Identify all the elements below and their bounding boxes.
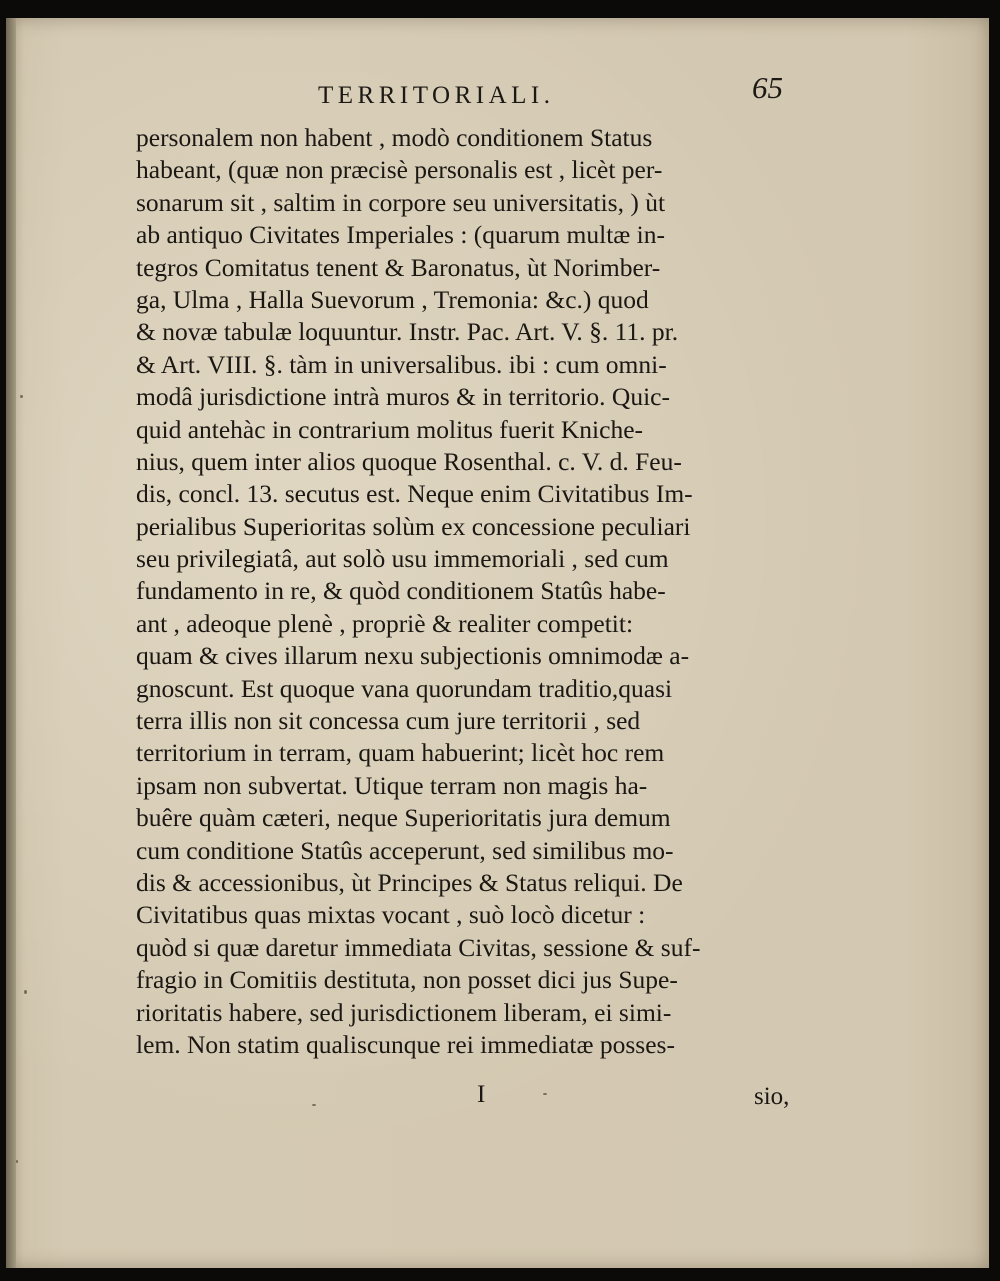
text-line: ab antiquo Civitates Imperiales : (quarum multæ in- [136,220,666,250]
text-line: tegros Comitatus tenent & Baronatus, ùt Norimber- [136,252,661,282]
text-line: & novæ tabulæ loquuntur. Instr. Pac. Art. V. §. 11. pr. [136,317,679,347]
text-line: cum conditione Statûs acceperunt, sed similibus mo- [136,835,674,865]
text-line: quid antehàc in contrarium molitus fuerit Kniche- [136,414,644,444]
running-head: TERRITORIALI. [318,82,555,109]
text-line: quam & cives illarum nexu subjectionis omnimodæ a- [136,641,690,671]
paper-speck [20,395,23,398]
paper-speck [16,1160,18,1163]
text-line: fragio in Comitiis destituta, non posset dici jus Supe- [136,965,678,995]
paper-speck [24,990,27,994]
text-line: habeant, (quæ non præcisè personalis est , licèt per- [136,155,663,185]
text-line: dis & accessionibus, ùt Principes & Status reliqui. De [136,867,683,897]
text-line: ant , adeoque plenè , propriè & realiter competit: [136,608,634,638]
text-line: perialibus Superioritas solùm ex concessione peculiari [136,511,691,541]
text-line: buêre quàm cæteri, neque Superioritatis jura demum [136,803,671,833]
paper-speck [312,1104,316,1106]
text-line: nius, quem inter alios quoque Rosenthal. c. V. d. Feu- [136,446,682,476]
text-line: lem. Non statim qualiscunque rei immediatæ posses- [136,1029,675,1059]
text-line: quòd si quæ daretur immediata Civitas, sessione & suf- [136,932,701,962]
body-text [136,122,796,1061]
text-line: territorium in terram, quam habuerint; licèt hoc rem [136,738,665,768]
text-line: rioritatis habere, sed jurisdictionem liberam, ei simi- [136,997,672,1027]
text-line: fundamento in re, & quòd conditionem Statûs habe- [136,576,666,606]
text-line: gnoscunt. Est quoque vana quorundam traditio,quasi [136,673,673,703]
text-line: ipsam non subvertat. Utique terram non magis ha- [136,770,648,800]
page-number: 65 [752,70,783,105]
text-line: seu privilegiatâ, aut solò usu immemoriali , sed cum [136,544,669,574]
binding-gutter [6,18,16,1268]
paper-speck [543,1093,547,1095]
text-line: ga, Ulma , Halla Suevorum , Tremonia: &c.) quod [136,284,649,314]
text-line: dis, concl. 13. secutus est. Neque enim Civitatibus Im- [136,479,693,509]
signature-mark: I [477,1081,486,1108]
text-line: personalem non habent , modò conditionem Status [136,123,653,152]
text-line: terra illis non sit concessa cum jure territorii , sed [136,706,641,736]
text-line: & Art. VIII. §. tàm in universalibus. ibi : cum omni- [136,349,667,379]
text-line: sonarum sit , saltim in corpore seu universitatis, ) ùt [136,187,666,217]
text-line: Civitatibus quas mixtas vocant , suò locò dicetur : [136,900,646,930]
catchword: sio, [754,1083,790,1110]
text-line: modâ jurisdictione intrà muros & in territorio. Quic- [136,382,670,412]
